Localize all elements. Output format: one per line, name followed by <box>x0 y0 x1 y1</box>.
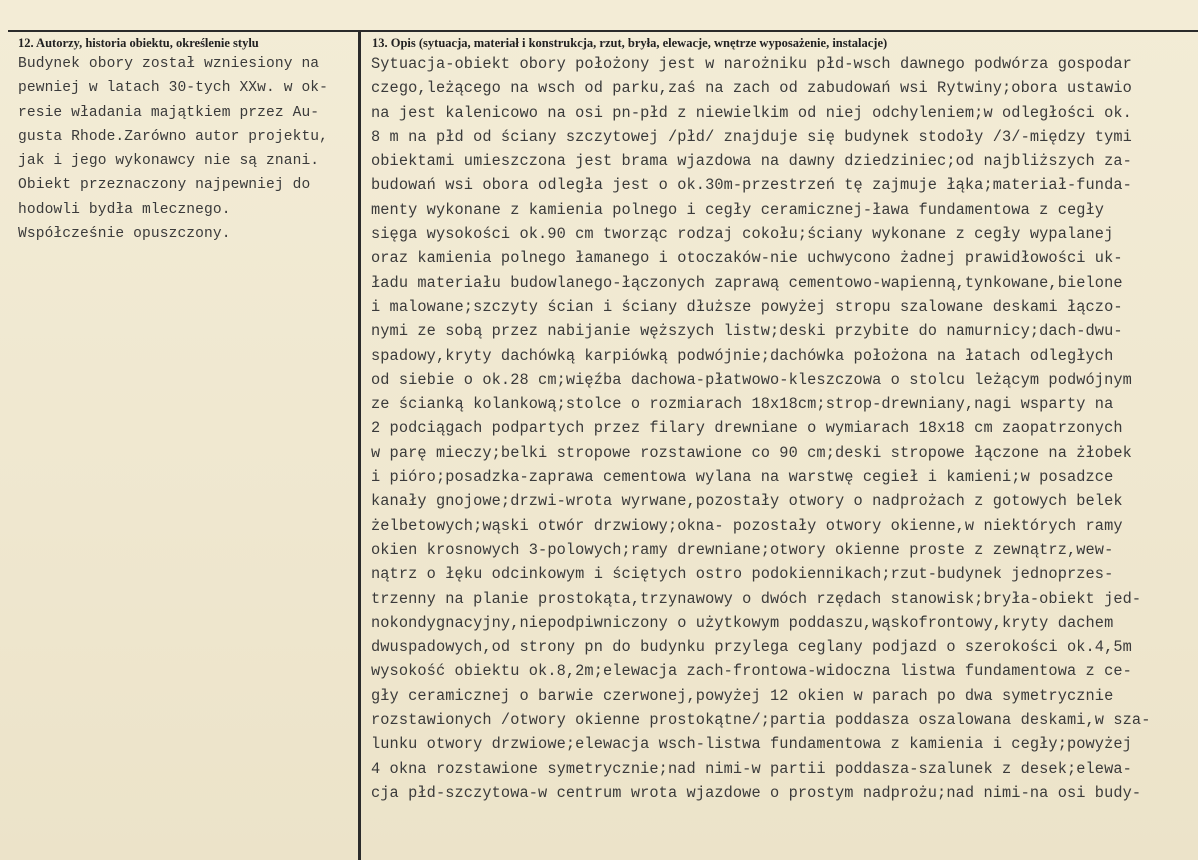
section-13-line: cja płd-szczytowa-w centrum wrota wjazdowe o prostym nadprożu;nad nimi-na osi budy- <box>371 783 1142 802</box>
section-13-line: nymi ze sobą przez nabijanie węższych listw;deski przybite do namurnicy;dach-dwu- <box>371 322 1123 341</box>
section-13-line: w parę mieczy;belki stropowe rozstawione co 90 cm;deski stropowe łączone na żłobek <box>371 443 1132 462</box>
section-12-line: Budynek obory został wzniesiony na <box>18 56 320 72</box>
section-13-line: nątrz o łęku odcinkowym i ściętych ostro podokiennikach;rzut-budynek jednoprzes- <box>371 565 1114 584</box>
section-13-body <box>371 52 1193 805</box>
section-13-line: ze ścianką kolankową;stolce o rozmiarach 18x18cm;strop-drewniany,nagi wsparty na <box>371 395 1114 414</box>
section-13-line: menty wykonane z kamienia polnego i cegły ceramicznej-ława fundamentowa z cegły <box>371 200 1105 219</box>
section-13-line: i pióro;posadzka-zaprawa cementowa wylana na warstwę cegieł i kamieni;w posadzce <box>371 468 1114 487</box>
top-rule <box>8 30 1198 32</box>
section-13-line: 8 m na płd od ściany szczytowej /płd/ znajduje się budynek stodoły /3/-między tymi <box>371 127 1132 146</box>
section-13-line: okien krosnowych 3-polowych;ramy drewniane;otwory okienne proste z zewnątrz,wew- <box>371 540 1114 559</box>
section-12-line: hodowli bydła mlecznego. <box>18 201 231 218</box>
section-13-line: rozstawionych /otwory okienne prostokątne/;partia poddasza oszalowana deskami,w sza- <box>371 711 1151 730</box>
section-13-line: sięga wysokości ok.90 cm tworząc rodzaj cokołu;ściany wykonane z cegły wypalanej <box>371 225 1114 244</box>
section-13-line: czego,leżącego na wsch od parku,zaś na zach od zabudowań wsi Rytwiny;obora ustawio <box>371 79 1132 98</box>
section-13-line: kanały gnojowe;drzwi-wrota wyrwane,pozostały otwory o nadprożach z gotowych belek <box>371 492 1123 511</box>
section-12-line: jak i jego wykonawcy nie są znani. <box>18 153 320 170</box>
section-13-line: 4 okna rozstawione symetrycznie;nad nimi-w partii poddasza-szalunek z desek;elewa- <box>371 759 1132 778</box>
section-13-line: na jest kalenicowo na osi pn-płd z niewielkim od niej odchyleniem;w odległości ok. <box>371 103 1132 122</box>
section-12-header: 12. Autorzy, historia obiektu, określenie stylu <box>18 36 259 50</box>
section-13-line: obiektami umieszczona jest brama wjazdowa na dawny dziedziniec;od najbliższych za- <box>371 152 1132 171</box>
section-12-line: Obiekt przeznaczony najpewniej do <box>18 177 311 194</box>
section-13-line: wysokość obiektu ok.8,2m;elewacja zach-frontowa-widoczna listwa fundamentowa z ce- <box>371 662 1132 681</box>
section-13-line: trzenny na planie prostokąta,trzynawowy o dwóch rzędach stanowisk;bryła-obiekt jed- <box>371 589 1142 608</box>
section-12-body <box>18 52 353 246</box>
section-13-line: od siebie o ok.28 cm;więźba dachowa-płatwowo-kleszczowa o stolcu leżącym podwójnym <box>371 370 1132 389</box>
section-13-line: Sytuacja-obiekt obory położony jest w narożniku płd-wsch dawnego podwórza gospodar <box>371 55 1132 73</box>
section-13-line: spadowy,kryty dachówką karpiówką podwójnie;dachówka położona na łatach odległych <box>371 346 1114 365</box>
section-13-line: żelbetowych;wąski otwór drzwiowy;okna- pozostały otwory okienne,w niektórych ramy <box>371 516 1123 535</box>
section-13-header: 13. Opis (sytuacja, materiał i konstrukcja, rzut, bryła, elewacje, wnętrze wyposażenie, instalacje) <box>372 36 888 50</box>
section-13-line: budowań wsi obora odległa jest o ok.30m-przestrzeń tę zajmuje łąka;materiał-funda- <box>371 176 1132 195</box>
section-12-line: Współcześnie opuszczony. <box>18 226 231 243</box>
section-12-line: gusta Rhode.Zarówno autor projektu, <box>18 128 329 145</box>
section-12-line: pewniej w latach 30-tych XXw. w ok- <box>18 80 329 97</box>
section-13-line: nokondygnacyjny,niepodpiwniczony o użytkowym poddaszu,wąskofrontowy,kryty dachem <box>371 613 1114 632</box>
section-13-line: 2 podciągach podpartych przez filary drewniane o wymiarach 18x18 cm zaopatrzonych <box>371 419 1123 438</box>
section-13-line: gły ceramicznej o barwie czerwonej,powyżej 12 okien w parach po dwa symetrycznie <box>371 686 1114 705</box>
section-13-line: ładu materiału budowlanego-łączonych zaprawą cementowo-wapienną,tynkowane,bielone <box>371 273 1123 292</box>
section-13-line: dwuspadowych,od strony pn do budynku przylega ceglany podjazd o szerokości ok.4,5m <box>371 638 1132 657</box>
section-13-line: lunku otwory drzwiowe;elewacja wsch-listwa fundamentowa z kamienia i cegły;powyżej <box>371 735 1132 754</box>
column-divider <box>358 30 361 860</box>
section-13-line: i malowane;szczyty ścian i ściany dłuższe powyżej stropu szalowane deskami łączo- <box>371 297 1123 316</box>
section-12-line: resie władania majątkiem przez Au- <box>18 104 320 121</box>
section-13-line: oraz kamienia polnego łamanego i otoczaków-nie uchwycono żadnej prawidłowości uk- <box>371 249 1123 268</box>
